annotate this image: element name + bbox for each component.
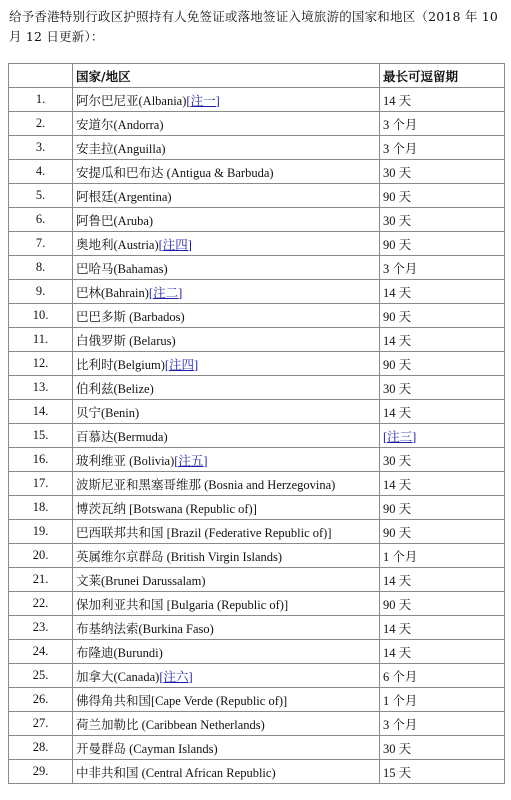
visa-free-table [8, 63, 505, 784]
country-name: 布隆迪(Burundi) [76, 645, 163, 660]
country-name: 阿尔巴尼亚(Albania) [76, 93, 187, 108]
max-stay-cell [380, 424, 505, 448]
country-name: 保加利亚共和国 [Bulgaria (Republic of)] [76, 597, 289, 612]
country-cell [73, 520, 380, 544]
row-number: 10. [9, 304, 73, 328]
country-cell [73, 688, 380, 712]
table-header-row [9, 64, 505, 88]
country-cell [73, 472, 380, 496]
country-cell [73, 280, 380, 304]
row-number: 9. [9, 280, 73, 304]
country-cell [73, 184, 380, 208]
row-number: 17. [9, 472, 73, 496]
max-stay-cell: 14 天 [380, 280, 505, 304]
country-name: 安道尔(Andorra) [76, 117, 164, 132]
country-cell [73, 88, 380, 112]
country-cell [73, 592, 380, 616]
table-row [9, 616, 505, 640]
page-heading: 给予香港特别行政区护照持有人免签证或落地签证入境旅游的国家和地区（2018 年 10 月 12 日更新）： [9, 9, 499, 44]
table-body [9, 88, 505, 784]
country-name: 加拿大(Canada) [76, 669, 160, 684]
table-row [9, 400, 505, 424]
row-number: 23. [9, 616, 73, 640]
stay-note-link[interactable]: [注三] [383, 429, 417, 444]
max-stay-cell: 90 天 [380, 232, 505, 256]
table-row [9, 712, 505, 736]
table-row [9, 688, 505, 712]
max-stay-cell: 14 天 [380, 640, 505, 664]
country-name: 伯利兹(Belize) [76, 381, 154, 396]
row-number: 14. [9, 400, 73, 424]
max-stay-cell: 90 天 [380, 496, 505, 520]
row-number: 11. [9, 328, 73, 352]
row-number: 19. [9, 520, 73, 544]
country-note-link[interactable]: [注二] [148, 285, 183, 300]
country-name: 白俄罗斯 (Belarus) [76, 333, 176, 348]
country-name: 安圭拉(Anguilla) [76, 141, 166, 156]
row-number: 26. [9, 688, 73, 712]
row-number: 21. [9, 568, 73, 592]
country-name: 荷兰加勒比 (Caribbean Netherlands) [76, 717, 265, 732]
max-stay-cell: 30 天 [380, 448, 505, 472]
table-row [9, 568, 505, 592]
max-stay-cell: 30 天 [380, 160, 505, 184]
country-name: 巴西联邦共和国 [Brazil (Federative Republic of)] [76, 525, 332, 540]
country-cell [73, 736, 380, 760]
row-number: 25. [9, 664, 73, 688]
country-cell [73, 352, 380, 376]
table-row [9, 520, 505, 544]
max-stay-cell: 1 个月 [380, 544, 505, 568]
row-number: 1. [9, 88, 73, 112]
row-number: 12. [9, 352, 73, 376]
table-row [9, 304, 505, 328]
country-name: 阿根廷(Argentina) [76, 189, 172, 204]
table-row [9, 496, 505, 520]
table-row [9, 256, 505, 280]
country-name: 安提瓜和巴布达 (Antigua & Barbuda) [76, 165, 274, 180]
country-name: 佛得角共和国[Cape Verde (Republic of)] [76, 693, 288, 708]
row-number: 20. [9, 544, 73, 568]
max-stay-cell: 6 个月 [380, 664, 505, 688]
row-number: 15. [9, 424, 73, 448]
country-cell [73, 448, 380, 472]
country-name: 巴林(Bahrain) [76, 285, 149, 300]
max-stay-cell: 3 个月 [380, 112, 505, 136]
max-stay-cell: 1 个月 [380, 688, 505, 712]
table-row [9, 136, 505, 160]
country-name: 开曼群岛 (Cayman Islands) [76, 741, 218, 756]
country-name: 玻利维亚 (Bolivia) [76, 453, 175, 468]
row-number: 4. [9, 160, 73, 184]
row-number: 28. [9, 736, 73, 760]
table-row [9, 664, 505, 688]
country-name: 英属维尔京群岛 (British Virgin Islands) [76, 549, 283, 564]
row-number: 29. [9, 760, 73, 784]
country-cell [73, 616, 380, 640]
country-cell [73, 400, 380, 424]
max-stay-cell: 14 天 [380, 472, 505, 496]
country-name: 贝宁(Benin) [76, 405, 140, 420]
max-stay-cell: 90 天 [380, 592, 505, 616]
table-row [9, 640, 505, 664]
table-row [9, 352, 505, 376]
max-stay-cell: 3 个月 [380, 136, 505, 160]
country-name: 巴巴多斯 (Barbados) [76, 309, 185, 324]
table-row [9, 760, 505, 784]
row-number: 7. [9, 232, 73, 256]
country-name: 博茨瓦纳 [Botswana (Republic of)] [76, 501, 257, 516]
table-row [9, 376, 505, 400]
max-stay-cell: 14 天 [380, 328, 505, 352]
country-cell [73, 112, 380, 136]
max-stay-cell: 30 天 [380, 208, 505, 232]
country-cell [73, 424, 380, 448]
country-note-link[interactable]: [注四] [158, 237, 192, 252]
row-number: 6. [9, 208, 73, 232]
country-cell [73, 376, 380, 400]
row-number: 3. [9, 136, 73, 160]
table-row [9, 448, 505, 472]
max-stay-cell: 90 天 [380, 304, 505, 328]
table-row [9, 160, 505, 184]
country-note-link[interactable]: [注五] [174, 453, 208, 468]
country-name: 中非共和国 (Central African Republic) [76, 765, 276, 780]
max-stay-cell: 15 天 [380, 760, 505, 784]
country-name: 奥地利(Austria) [76, 237, 159, 252]
table-row [9, 112, 505, 136]
table-row [9, 184, 505, 208]
header-country: 国家/地区 [73, 64, 380, 88]
max-stay-cell: 30 天 [380, 736, 505, 760]
country-cell [73, 496, 380, 520]
country-cell [73, 136, 380, 160]
country-name: 比利时(Belgium) [76, 357, 165, 372]
table-row [9, 544, 505, 568]
country-name: 百慕达(Bermuda) [76, 429, 168, 444]
row-number: 13. [9, 376, 73, 400]
table-row [9, 328, 505, 352]
max-stay-cell: 30 天 [380, 376, 505, 400]
country-name: 波斯尼亚和黑塞哥维那 (Bosnia and Herzegovina) [76, 477, 336, 492]
row-number: 24. [9, 640, 73, 664]
country-cell [73, 208, 380, 232]
country-cell [73, 712, 380, 736]
country-name: 巴哈马(Bahamas) [76, 261, 168, 276]
country-note-link[interactable]: [注六] [159, 669, 193, 684]
table-row [9, 280, 505, 304]
table-row [9, 88, 505, 112]
country-name: 阿鲁巴(Aruba) [76, 213, 154, 228]
country-name: 布基纳法索(Burkina Faso) [76, 621, 214, 636]
country-cell [73, 568, 380, 592]
row-number: 2. [9, 112, 73, 136]
country-note-link[interactable]: [注一] [186, 93, 220, 108]
country-cell [73, 328, 380, 352]
country-cell [73, 544, 380, 568]
row-number: 22. [9, 592, 73, 616]
header-max-stay: 最长可逗留期 [380, 64, 505, 88]
table-row [9, 736, 505, 760]
max-stay-cell: 90 天 [380, 352, 505, 376]
table-row [9, 592, 505, 616]
max-stay-cell: 14 天 [380, 616, 505, 640]
row-number: 8. [9, 256, 73, 280]
row-number: 18. [9, 496, 73, 520]
country-cell [73, 160, 380, 184]
country-cell [73, 256, 380, 280]
max-stay-cell: 14 天 [380, 568, 505, 592]
row-number: 16. [9, 448, 73, 472]
max-stay-cell: 14 天 [380, 400, 505, 424]
country-cell [73, 640, 380, 664]
country-cell [73, 664, 380, 688]
table-row [9, 208, 505, 232]
max-stay-cell: 3 个月 [380, 712, 505, 736]
country-cell [73, 760, 380, 784]
table-row [9, 424, 505, 448]
country-cell [73, 232, 380, 256]
row-number: 5. [9, 184, 73, 208]
max-stay-cell: 14 天 [380, 88, 505, 112]
country-cell [73, 304, 380, 328]
table-row [9, 232, 505, 256]
max-stay-cell: 90 天 [380, 184, 505, 208]
max-stay-cell: 90 天 [380, 520, 505, 544]
country-note-link[interactable]: [注四] [164, 357, 199, 372]
country-name: 文莱(Brunei Darussalam) [76, 573, 206, 588]
header-number [9, 64, 73, 88]
row-number: 27. [9, 712, 73, 736]
table-row [9, 472, 505, 496]
max-stay-cell: 3 个月 [380, 256, 505, 280]
